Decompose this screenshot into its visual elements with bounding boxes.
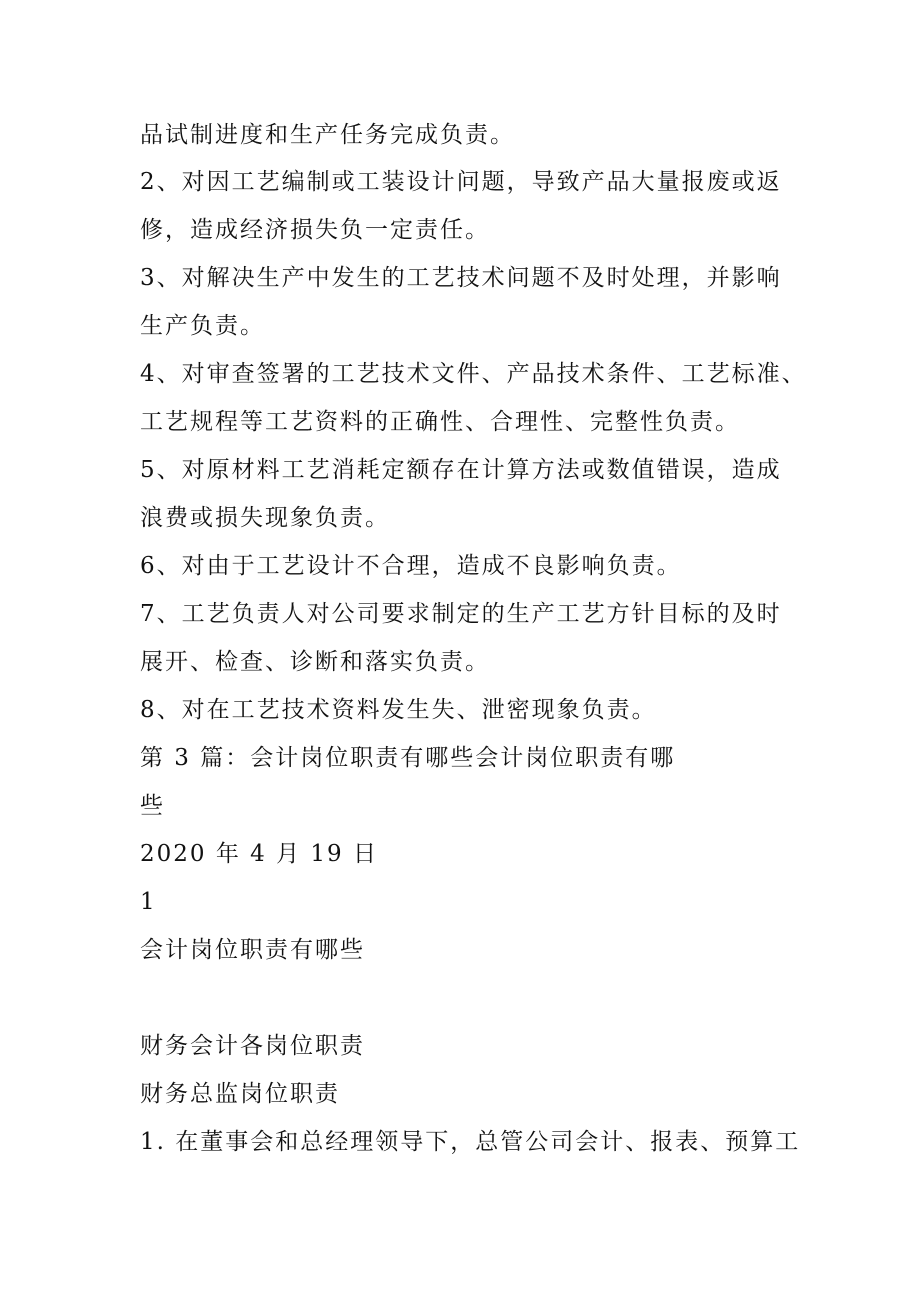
text-line: 3、对解决生产中发生的工艺技术问题不及时处理，并影响: [140, 265, 782, 291]
document-date: 2020 年 4 月 19 日: [140, 841, 378, 867]
document-subtitle: 会计岗位职责有哪些: [140, 937, 365, 963]
text-line: 5、对原材料工艺消耗定额存在计算方法或数值错误，造成: [140, 457, 782, 483]
text-line: 浪费或损失现象负责。: [140, 505, 390, 531]
section-title: 财务会计各岗位职责: [140, 1033, 365, 1059]
section-heading: 第 3 篇：会计岗位职责有哪些会计岗位职责有哪: [140, 745, 676, 771]
text-line: 修，造成经济损失负一定责任。: [140, 217, 490, 243]
text-line: 8、对在工艺技术资料发生失、泄密现象负责。: [140, 697, 657, 723]
text-line: 2、对因工艺编制或工装设计问题，导致产品大量报废或返: [140, 169, 782, 195]
text-line: 4、对审查签署的工艺技术文件、产品技术条件、工艺标准、: [140, 361, 807, 387]
subsection-title: 财务总监岗位职责: [140, 1081, 340, 1107]
text-line: 展开、检查、诊断和落实负责。: [140, 649, 490, 675]
text-line: 生产负责。: [140, 313, 265, 339]
section-heading-continued: 些: [140, 793, 165, 819]
text-line: 工艺规程等工艺资料的正确性、合理性、完整性负责。: [140, 409, 740, 435]
text-line: 7、工艺负责人对公司要求制定的生产工艺方针目标的及时: [140, 601, 782, 627]
text-line: 1. 在董事会和总经理领导下，总管公司会计、报表、预算工: [140, 1129, 801, 1155]
text-line: 6、对由于工艺设计不合理，造成不良影响负责。: [140, 553, 682, 579]
page-number: 1: [140, 889, 157, 915]
text-line: 品试制进度和生产任务完成负责。: [140, 122, 515, 148]
